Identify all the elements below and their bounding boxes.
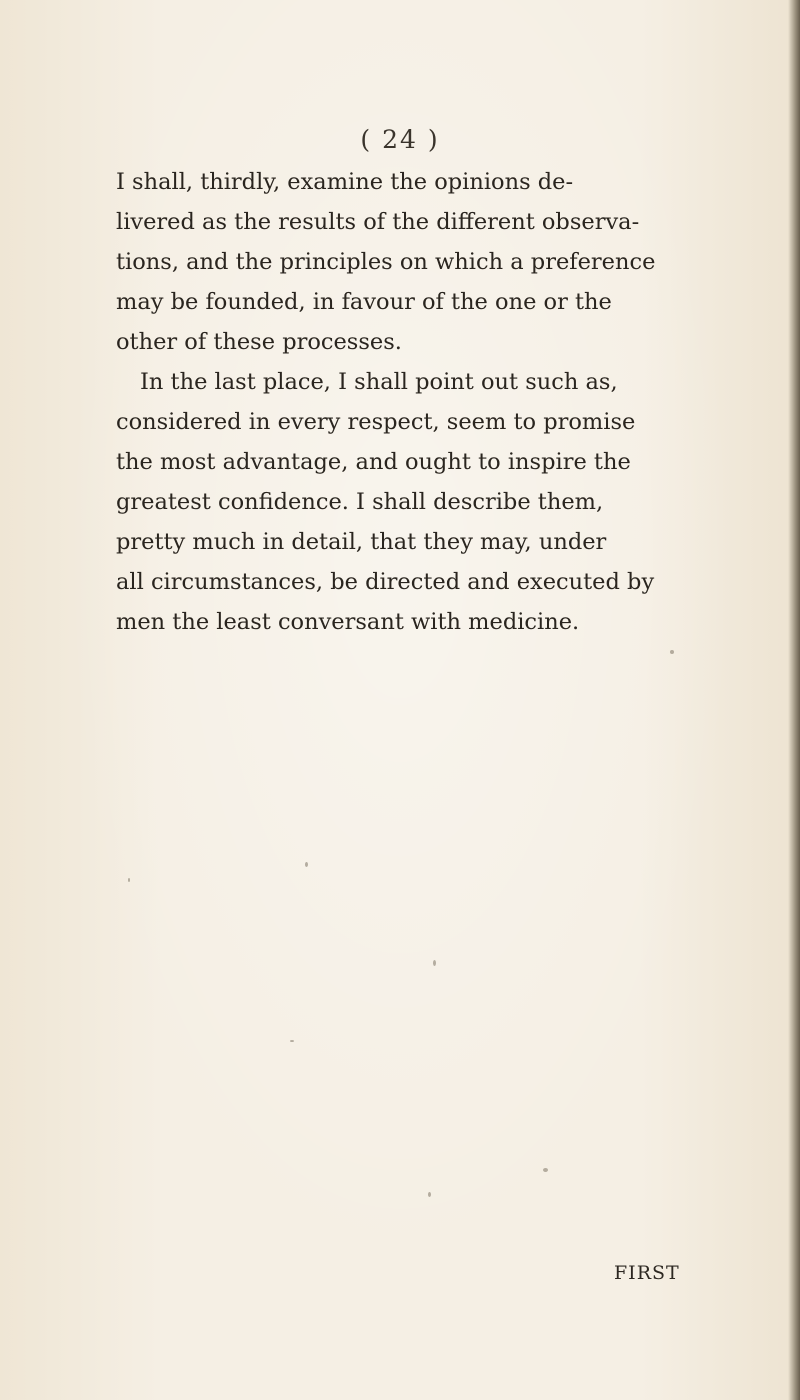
text-line: all circumstances, be directed and executed by	[116, 569, 655, 595]
catchword: FIRST	[614, 1262, 680, 1284]
page-number: ( 24 )	[360, 125, 440, 154]
text-line: men the least conversant with medicine.	[116, 609, 580, 635]
paper-speck	[670, 650, 674, 654]
text-line: livered as the results of the different observa-	[116, 209, 640, 235]
paper-speck	[128, 878, 130, 882]
text-line: greatest confidence. I shall describe them,	[116, 489, 604, 515]
text-line: In the last place, I shall point out such as,	[140, 369, 618, 395]
text-line: the most advantage, and ought to inspire the	[116, 449, 631, 475]
text-line: other of these processes.	[116, 329, 402, 355]
paper-speck	[543, 1168, 548, 1172]
page-edge-shadow	[788, 0, 800, 1400]
text-line: pretty much in detail, that they may, under	[116, 529, 607, 555]
text-line: tions, and the principles on which a preference	[116, 249, 656, 275]
text-line: considered in every respect, seem to promise	[116, 409, 636, 435]
text-line: I shall, thirdly, examine the opinions de-	[116, 169, 574, 195]
paper-speck	[290, 1040, 294, 1042]
paper-speck	[428, 1192, 431, 1197]
paper-speck	[433, 960, 436, 966]
paper-speck	[305, 862, 308, 867]
text-line: may be founded, in favour of the one or the	[116, 289, 612, 315]
body-text	[116, 162, 716, 642]
